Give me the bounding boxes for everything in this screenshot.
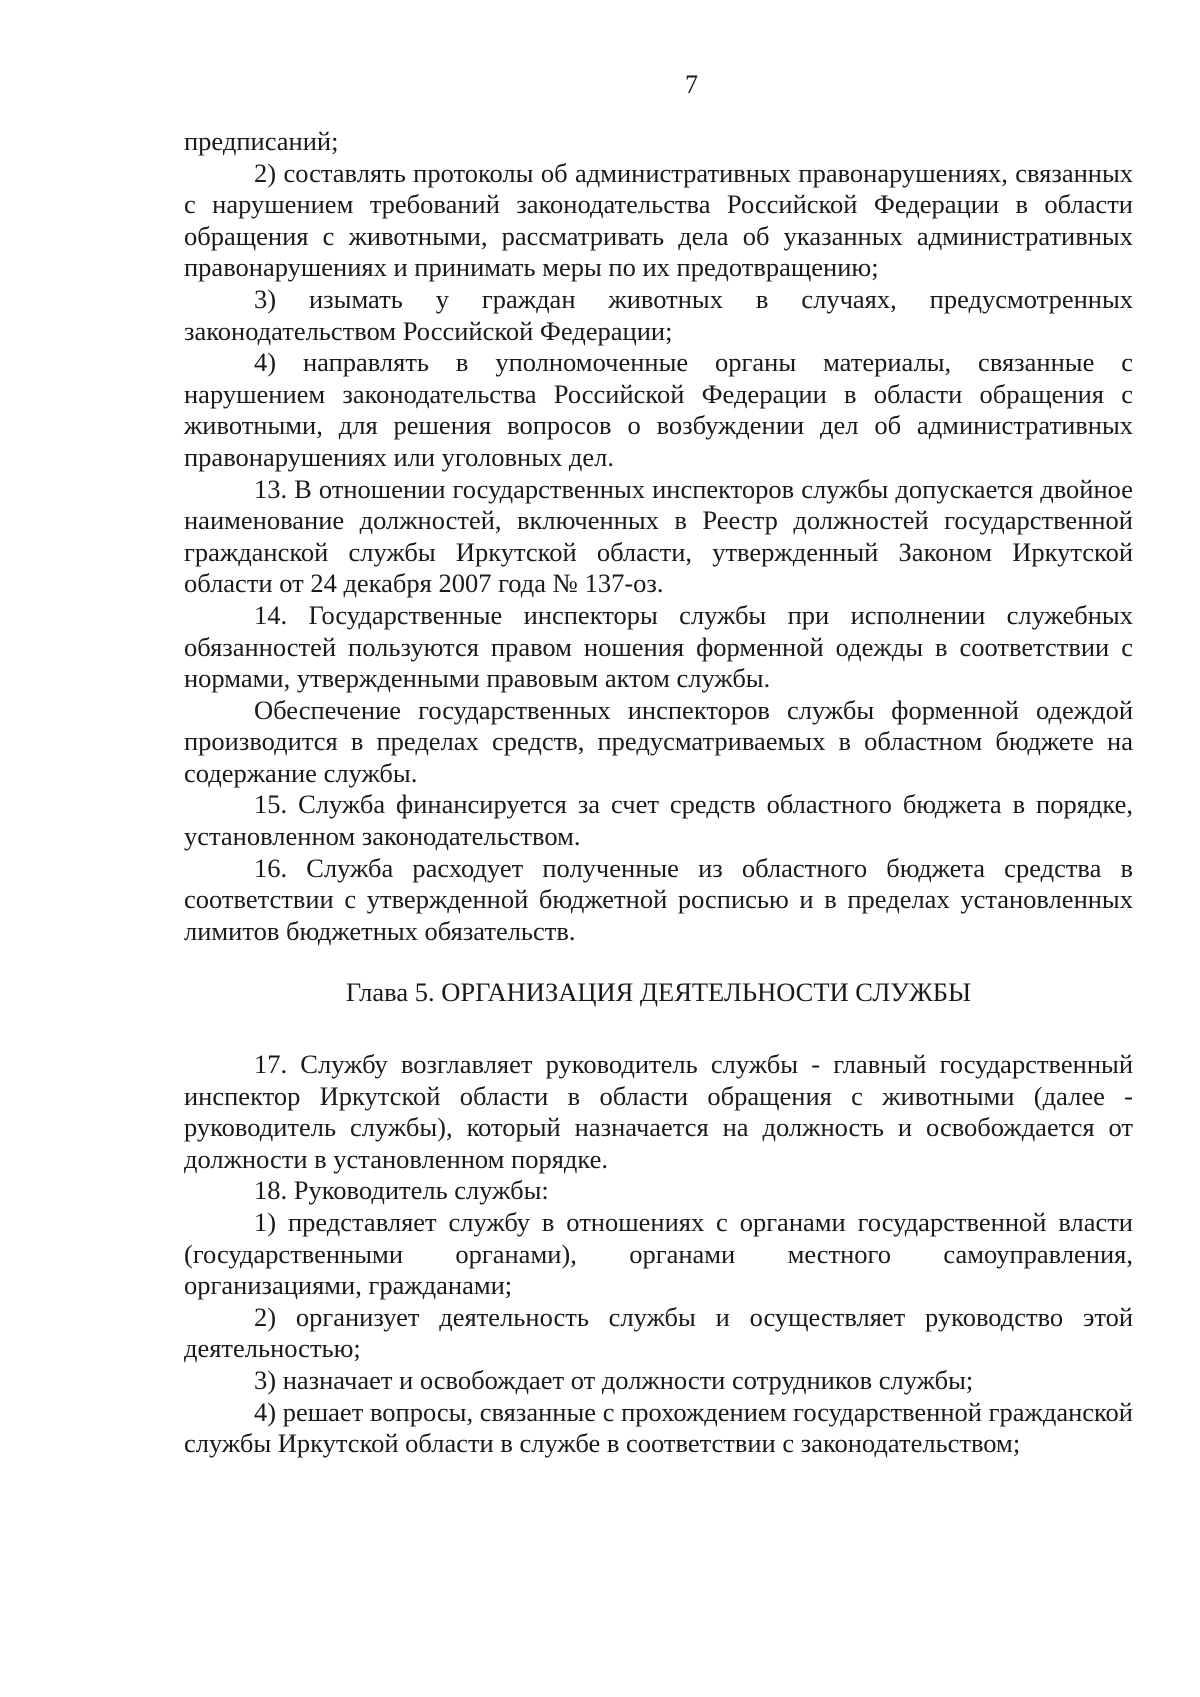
paragraph: 4) решает вопросы, связанные с прохождением государственной гражданской службы Иркутской области в службе в соответствии с законодательством; xyxy=(184,1396,1133,1459)
paragraph: 17. Службу возглавляет руководитель службы - главный государственный инспектор Иркутской области в области обращения с животными (далее - руководитель службы), который назначается на должность и освобождается от должности в установленном порядке. xyxy=(184,1049,1133,1174)
paragraph: Обеспечение государственных инспекторов службы форменной одеждой производится в пределах средств, предусматриваемых в областном бюджете на содержание службы. xyxy=(184,694,1133,788)
paragraph: 1) представляет службу в отношениях с органами государственной власти (государственными органами), органами местного самоуправления, организациями, гражданами; xyxy=(184,1207,1133,1301)
paragraph: 15. Служба финансируется за счет средств областного бюджета в порядке, установленном законодательством. xyxy=(184,789,1133,852)
paragraph: 3) назначает и освобождает от должности сотрудников службы; xyxy=(254,1364,974,1395)
page-number-text: 7 xyxy=(685,70,698,99)
paragraph: 13. В отношении государственных инспекторов службы допускается двойное наименование должностей, включенных в Реестр должностей государственной гражданской службы Иркутской области, утвержденный Законом Иркутской области от 24 декабря 2007 года № 137-оз. xyxy=(184,473,1133,599)
paragraph: 18. Руководитель службы: xyxy=(254,1175,549,1206)
chapter-title: Глава 5. ОРГАНИЗАЦИЯ ДЕЯТЕЛЬНОСТИ СЛУЖБЫ xyxy=(345,977,972,1008)
paragraph: 14. Государственные инспекторы службы при исполнении служебных обязанностей пользуются правом ношения форменной одежды в соответствии с нормами, утвержденными правовым актом службы. xyxy=(184,599,1133,694)
paragraph: 16. Служба расходует полученные из областного бюджета средства в соответствии с утвержденной бюджетной росписью и в пределах установленных лимитов бюджетных обязательств. xyxy=(184,852,1133,946)
paragraph: 4) направлять в уполномоченные органы материалы, связанные с нарушением законодательства Российской Федерации в области обращения с животными, для решения вопросов о возбуждении дел об административных правонарушениях или уголовных дел. xyxy=(184,347,1133,472)
paragraph: 2) организует деятельность службы и осуществляет руководство этой деятельностью; xyxy=(184,1301,1133,1364)
document-body xyxy=(184,126,1133,1460)
paragraph: 3) изымать у граждан животных в случаях, предусмотренных законодательством Российской Федерации; xyxy=(184,283,1133,346)
paragraph: 2) составлять протоколы об административных правонарушениях, связанных с нарушением требований законодательства Российской Федерации в области обращения с животными, рассматривать дела об указанных административных правонарушениях и принимать меры по их предотвращению; xyxy=(184,157,1133,283)
paragraph: предписаний; xyxy=(184,126,339,156)
